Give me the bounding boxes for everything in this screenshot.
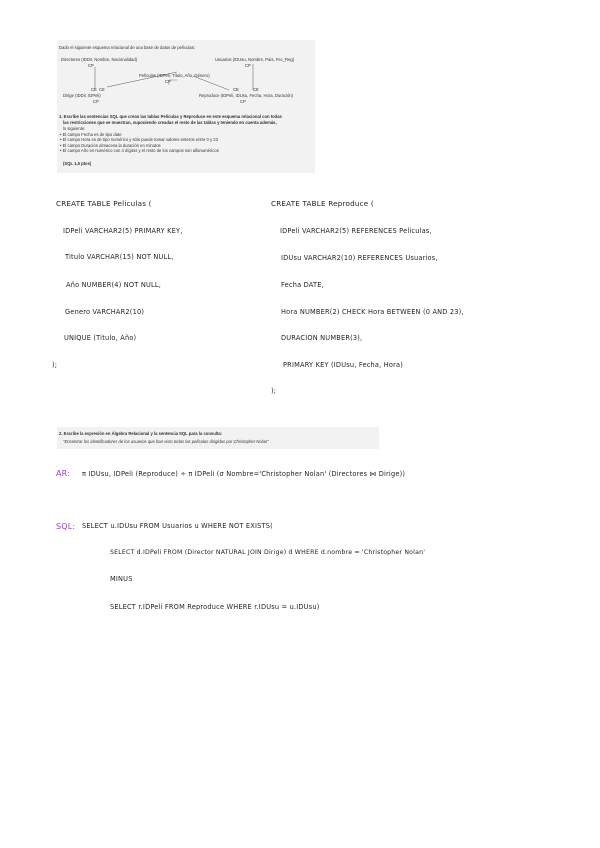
sql-line: MINUS <box>110 575 133 583</box>
hw-left-line: Titulo VARCHAR(15) NOT NULL, <box>65 253 174 261</box>
exercise2-printed-block <box>57 427 379 449</box>
table-directores: Directores (IDDir, Nombre, Nacionalidad) <box>61 57 138 62</box>
hw-left-line: ); <box>52 361 58 369</box>
hw-right-line: PRIMARY KEY (IDUsu, Fecha, Hora) <box>283 361 404 369</box>
ar-expression: π IDUsu, IDPeli (Reproduce) ÷ π IDPeli (σ Nombre='Christopher Nolan' (Directores ⋈ Dirige)) <box>82 470 406 478</box>
exercise1-instruction-2: las restricciones que se muestran, suponiendo creadas el resto de las tablas y teniendo en cuenta además, <box>63 120 277 125</box>
exercise2-line1: 2. Escribe la expresión en Álgebra Relacional y la sentencia SQL para la consulta: <box>59 431 223 436</box>
sql-label: SQL: <box>56 522 76 531</box>
bullet-item: • El campo Año es numérico con 4 dígitos y el resto de los campos son alfanuméricos <box>60 148 219 154</box>
exercise2-line2: "Encontrar los identificadores de los usuarios que han visto todas las películas dirigidas por Christopher Nolan" <box>63 439 269 444</box>
key-cp-directores: CP <box>88 63 94 68</box>
ar-label: AR: <box>56 469 71 478</box>
hw-right-line: ); <box>271 387 277 395</box>
exercise1-heading: Dado el siguiente esquema relacional de una base de datos de películas: <box>59 45 195 50</box>
bullet-item: • El campo Duración almacena la duración en minutos <box>60 142 161 148</box>
table-reproduce: Reproduce (IDPeli, IDUsu, Fecha, Hora, Duración) <box>199 93 294 98</box>
key-ce-dirige-1: CE <box>91 87 97 92</box>
exercise1-points: (SQL 1,5 ptos) <box>63 161 92 166</box>
hw-right-line: Hora NUMBER(2) CHECK Hora BETWEEN (0 AND 23), <box>281 308 464 316</box>
hw-left-line: IDPeli VARCHAR2(5) PRIMARY KEY, <box>63 227 183 235</box>
key-cp-usuarios: CP <box>245 63 251 68</box>
hw-left-line: UNIQUE (Titulo, Año) <box>64 334 137 342</box>
hw-right-line: IDPeli VARCHAR2(5) REFERENCES Peliculas, <box>280 227 432 235</box>
table-peliculas: Películas (IDPeli, Título, Año, Género) <box>139 73 210 78</box>
exercise1-printed-block <box>57 40 315 173</box>
sql-line: SELECT u.IDUsu FROM Usuarios u WHERE NOT EXISTS( <box>82 522 273 530</box>
sql-line: SELECT r.IDPeli FROM Reproduce WHERE r.IDUsu = u.IDUsu) <box>110 603 320 611</box>
key-cp-dirige: CP <box>93 99 99 104</box>
key-ce-reproduce-2: CE <box>253 87 259 92</box>
hw-left-line: Genero VARCHAR2(10) <box>65 308 145 316</box>
hw-left-line: CREATE TABLE Peliculas ( <box>56 199 152 208</box>
key-cp-peliculas: CP <box>165 79 171 84</box>
bullet-item: • El campo Fecha es de tipo date <box>60 132 122 137</box>
exercise1-instruction-1: 1. Escribe las sentencias SQL que crean las tablas Películas y Reproduce en este esquema relacional con todas <box>59 114 282 119</box>
hw-right-line: IDUsu VARCHAR2(10) REFERENCES Usuarios, <box>281 254 438 262</box>
exercise1-instruction-3: lo siguiente: <box>63 126 86 131</box>
schema-diagram <box>57 40 315 120</box>
hw-right-line: Fecha DATE, <box>281 281 324 289</box>
hw-left-line: Año NUMBER(4) NOT NULL, <box>66 281 162 289</box>
table-usuarios: Usuarios (IDUsu, Nombre, Pais, Fec_Reg) <box>215 57 295 62</box>
key-ce-reproduce-1: CE <box>233 87 239 92</box>
exercise1-bullets <box>60 132 219 154</box>
bullet-item: • El campo Hora es de tipo numérico y sólo puede tomar valores enteros entre 0 y 23 <box>60 137 218 143</box>
key-ce-dirige-2: CE <box>99 87 105 92</box>
hw-right-line: DURACION NUMBER(3), <box>281 334 363 342</box>
hw-right-line: CREATE TABLE Reproduce ( <box>271 199 374 208</box>
table-dirige: Dirige (IDDir, IDPeli) <box>63 93 101 98</box>
key-cp-reproduce: CP <box>240 99 246 104</box>
sql-line: SELECT d.IDPeli FROM (Director NATURAL JOIN Dirige) d WHERE d.nombre = 'Christopher Nolan' <box>110 549 426 556</box>
